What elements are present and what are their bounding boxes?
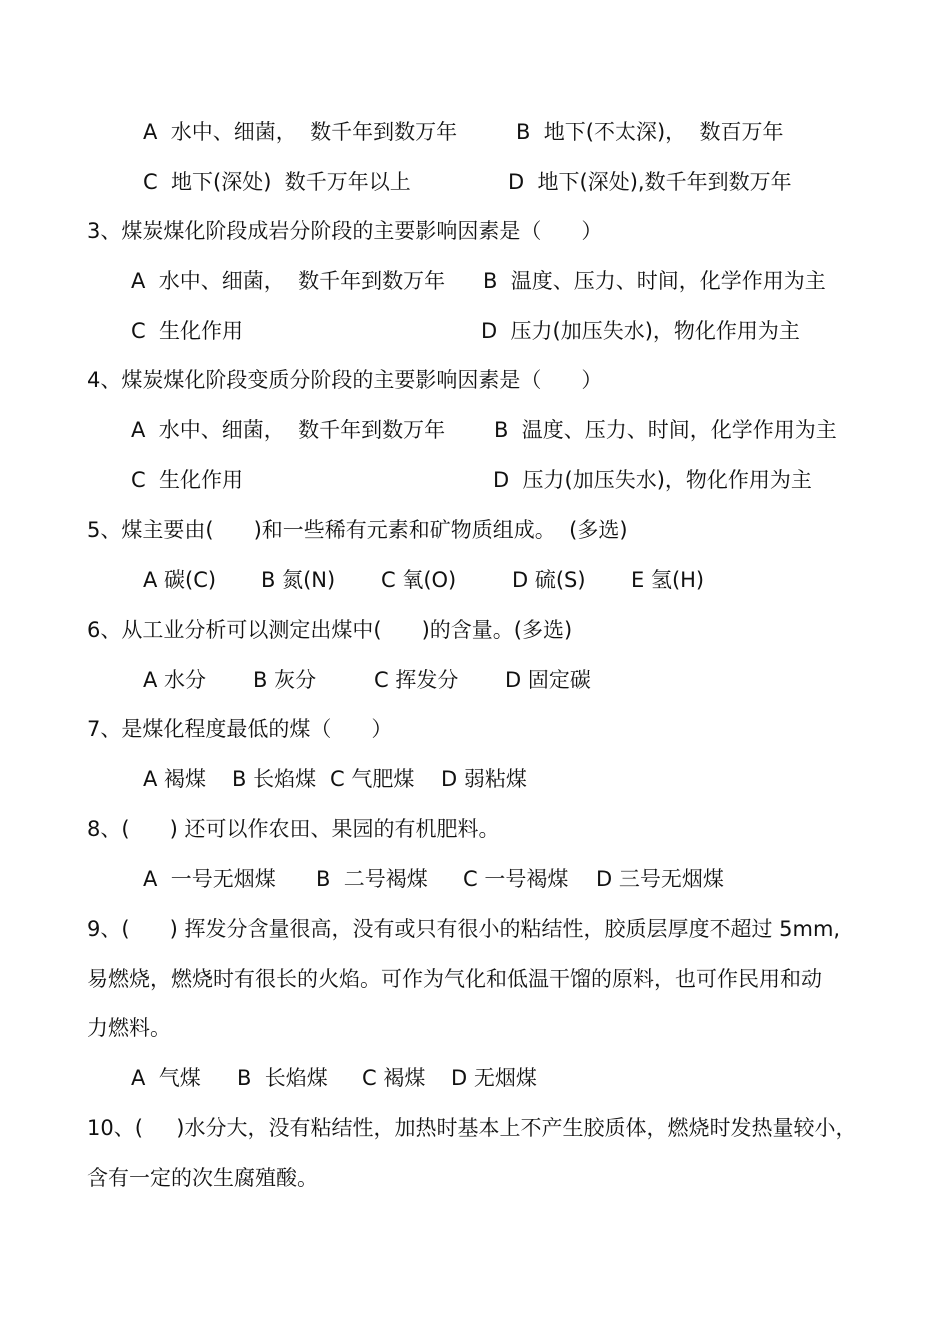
q10-stem-line2: 含有一定的次生腐殖酸。: [87, 1166, 318, 1190]
q8-option-b: B 二号褐煤: [316, 867, 428, 891]
q4-option-c: C 生化作用: [131, 468, 244, 492]
q9-option-b: B 长焰煤: [237, 1066, 328, 1090]
q7-option-c: C 气肥煤: [330, 767, 415, 791]
q7-stem: 7、是煤化程度最低的煤（ ）: [87, 717, 393, 741]
q6-option-a: A 水分: [143, 668, 207, 692]
q9-stem-line3: 力燃料。: [87, 1016, 171, 1040]
q5-stem: 5、煤主要由( )和一些稀有元素和矿物质组成。 (多选): [87, 518, 628, 542]
q5-option-d: D 硫(S): [512, 568, 586, 592]
q9-stem-line2: 易燃烧，燃烧时有很长的火焰。可作为气化和低温干馏的原料，也可作民用和动: [87, 967, 822, 991]
prev-option-d: D 地下(深处),数千年到数万年: [508, 170, 792, 194]
q3-stem: 3、煤炭煤化阶段成岩分阶段的主要影响因素是（ ）: [87, 219, 603, 243]
q9-stem-line1: 9、( ) 挥发分含量很高，没有或只有很小的粘结性，胶质层厚度不超过 5mm,: [87, 917, 841, 941]
q4-option-a: A 水中、细菌， 数千年到数万年: [131, 418, 446, 442]
q8-option-d: D 三号无烟煤: [596, 867, 724, 891]
q9-option-d: D 无烟煤: [451, 1066, 537, 1090]
q7-option-d: D 弱粘煤: [441, 767, 527, 791]
q4-stem: 4、煤炭煤化阶段变质分阶段的主要影响因素是（ ）: [87, 368, 603, 392]
q3-option-b: B 温度、压力、时间，化学作用为主: [483, 269, 826, 293]
q4-option-d: D 压力(加压失水)，物化作用为主: [493, 468, 812, 492]
q9-option-a: A 气煤: [131, 1066, 201, 1090]
q5-option-a: A 碳(C): [143, 568, 217, 592]
q7-option-a: A 褐煤: [143, 767, 207, 791]
q8-stem: 8、( ) 还可以作农田、果园的有机肥料。: [87, 817, 500, 841]
prev-option-c: C 地下(深处) 数千万年以上: [143, 170, 411, 194]
q5-option-b: B 氮(N): [261, 568, 336, 592]
q9-option-c: C 褐煤: [362, 1066, 426, 1090]
q6-option-b: B 灰分: [253, 668, 317, 692]
q6-stem: 6、从工业分析可以测定出煤中( )的含量。(多选): [87, 618, 573, 642]
q5-option-c: C 氧(O): [381, 568, 457, 592]
q3-option-c: C 生化作用: [131, 319, 244, 343]
q7-option-b: B 长焰煤: [232, 767, 317, 791]
q6-option-c: C 挥发分: [374, 668, 459, 692]
q3-option-d: D 压力(加压失水)，物化作用为主: [481, 319, 800, 343]
q3-option-a: A 水中、细菌， 数千年到数万年: [131, 269, 446, 293]
q6-option-d: D 固定碳: [505, 668, 591, 692]
q5-option-e: E 氢(H): [631, 568, 705, 592]
q8-option-a: A 一号无烟煤: [143, 867, 276, 891]
q10-stem-line1: 10、( )水分大，没有粘结性，加热时基本上不产生胶质体，燃烧时发热量较小，: [87, 1116, 857, 1140]
prev-option-a: A 水中、细菌， 数千年到数万年: [143, 120, 458, 144]
prev-option-b: B 地下(不太深)， 数百万年: [516, 120, 784, 144]
q8-option-c: C 一号褐煤: [463, 867, 569, 891]
q4-option-b: B 温度、压力、时间，化学作用为主: [494, 418, 837, 442]
